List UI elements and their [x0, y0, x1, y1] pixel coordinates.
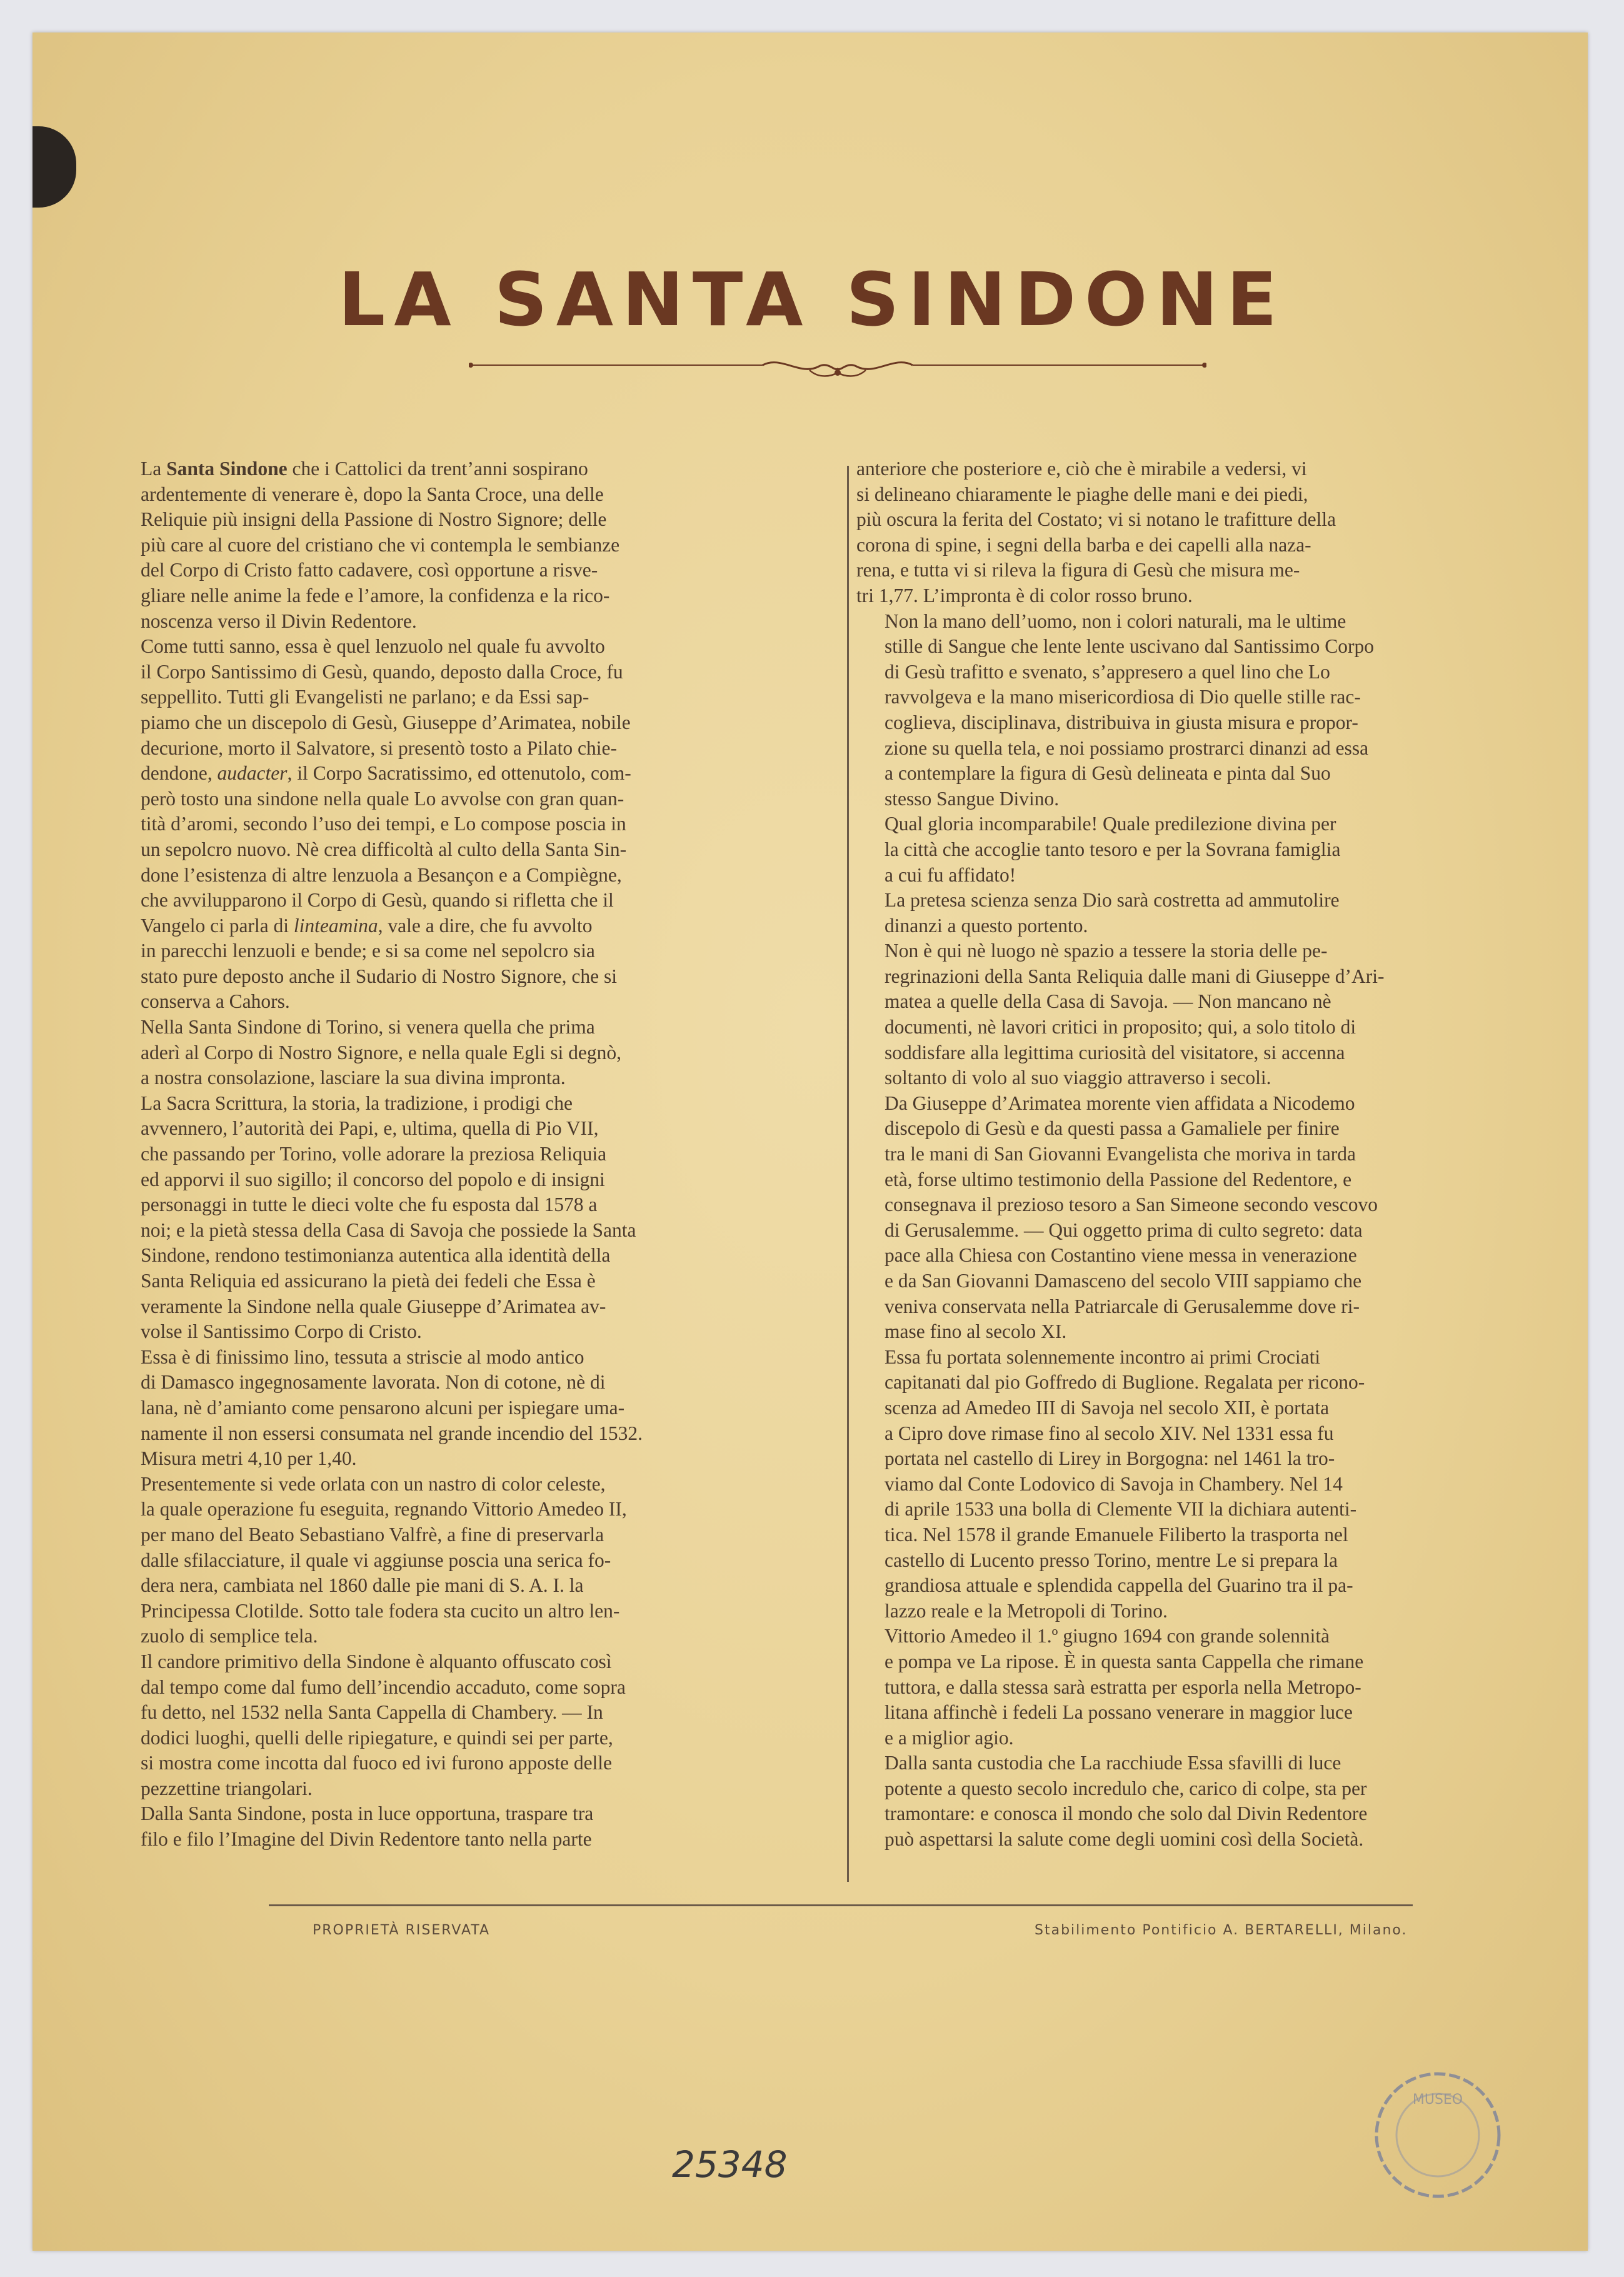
text-line: più care al cuore del cristiano che vi contempla le sembianze [141, 533, 620, 556]
text-line: viamo dal Conte Lodovico di Savoja in Chambery. Nel 14 [885, 1472, 1343, 1495]
text-line: lana, nè d’amianto come pensarono alcuni per ispiegare uma- [141, 1396, 625, 1419]
text-line: La Sacra Scrittura, la storia, la tradizione, i prodigi che [141, 1092, 573, 1114]
text-line: namente il non essersi consumata nel grande incendio del 1532. [141, 1422, 643, 1444]
text-line: ardentemente di venerare è, dopo la Santa Croce, una delle [141, 483, 604, 505]
text-line: a cui fu affidato! [885, 863, 1016, 886]
text-line: più oscura la ferita del Costato; vi si notano le trafitture della [856, 508, 1336, 531]
text-line: si mostra come incotta dal fuoco ed ivi furono apposte delle [141, 1752, 613, 1774]
title-ornament [469, 358, 1206, 383]
text-line: tra le mani di San Giovanni Evangelista che moriva in tarda [885, 1143, 1356, 1165]
text-line: filo e filo l’Imagine del Divin Redentore tanto nella parte [141, 1828, 592, 1851]
text-line: veramente la Sindone nella quale Giuseppe d’Arimatea av- [141, 1295, 606, 1317]
paragraph [113, 1649, 831, 1802]
text-line: personaggi in tutte le dieci volte che fu esposta dal 1578 a [141, 1194, 598, 1216]
text-line: pezzettine triangolari. [141, 1777, 313, 1799]
text-line: in parecchi lenzuoli e bende; e si sa come nel sepolcro sia [141, 940, 595, 962]
text-line: tità d’aromi, secondo l’uso dei tempi, e Lo compose poscia in [141, 813, 626, 835]
text-line: zuolo di semplice tela. [141, 1625, 318, 1647]
paragraph [856, 938, 1575, 1091]
text-line: a contemplare la figura di Gesù delineata e pinta dal Suo [885, 762, 1331, 785]
text-line: tuttora, e dalla stessa sarà estratta per esporla nella Metropo- [885, 1676, 1361, 1698]
text-line: decurione, morto il Salvatore, si presentò tosto a Pilato chie- [141, 736, 617, 759]
text-line: Dalla Santa Sindone, posta in luce opportuna, traspare tra [141, 1802, 594, 1825]
text-line: volse il Santissimo Corpo di Cristo. [141, 1320, 422, 1343]
text-line: dal tempo come dal fumo dell’incendio accaduto, come sopra [141, 1676, 626, 1698]
text-line: stesso Sangue Divino. [885, 787, 1060, 810]
text-line: anteriore che posteriore e, ciò che è mirabile a vedersi, vi [856, 458, 1307, 480]
paragraph [856, 812, 1575, 888]
paragraph [113, 1015, 831, 1091]
text-line: ravvolgeva e la mano misericordiosa di Dio quelle stille rac- [885, 686, 1361, 708]
text-line: a Cipro dove rimase fino al secolo XIV. Nel 1331 essa fu [885, 1422, 1334, 1444]
text-line: dodici luoghi, quelli delle ripiegature, e quindi sei per parte, [141, 1726, 613, 1749]
text-line: Nella Santa Sindone di Torino, si venera quella che prima [141, 1016, 595, 1038]
paragraph [113, 634, 831, 1015]
text-line: Il candore primitivo della Sindone è alquanto offuscato così [141, 1650, 612, 1672]
text-line: Dalla santa custodia che La racchiude Essa sfavilli di luce [885, 1752, 1341, 1774]
text-line: matea a quelle della Casa di Savoja. — Non mancano nè [885, 990, 1331, 1013]
text-line: done l’esistenza di altre lenzuola a Besançon e a Compiègne, [141, 863, 622, 886]
text-line: età, forse ultimo testimonio della Passione del Redentore, e [885, 1168, 1352, 1190]
text-line: pace alla Chiesa con Costantino viene messa in venerazione [885, 1244, 1357, 1267]
text-line: Misura metri 4,10 per 1,40. [141, 1447, 357, 1470]
text-line: Da Giuseppe d’Arimatea morente vien affidata a Nicodemo [885, 1092, 1355, 1114]
text-line: di Gesù trafitto e svenato, s’appresero a quel lino che Lo [885, 660, 1330, 683]
text-column-left [113, 456, 831, 1888]
text-line: Non la mano dell’uomo, non i colori naturali, ma le ultime [885, 610, 1346, 632]
column-divider [847, 466, 849, 1882]
footer-rule [269, 1904, 1413, 1906]
stamp-text: MUSEO [1412, 2092, 1463, 2108]
paragraph [113, 1091, 831, 1345]
museum-stamp [1372, 2069, 1503, 2201]
text-line: ed apporvi il suo sigillo; il concorso del popolo e di insigni [141, 1168, 605, 1190]
text-line: Reliquie più insigni della Passione di Nostro Signore; delle [141, 508, 607, 531]
text-column-right [856, 456, 1575, 1888]
footer-rights: PROPRIETÀ RISERVATA [313, 1923, 491, 1938]
text-line: aderì al Corpo di Nostro Signore, e nella quale Egli si degnò, [141, 1041, 621, 1063]
text-line: però tosto una sindone nella quale Lo avvolse con gran quan- [141, 787, 624, 810]
text-line: Vittorio Amedeo il 1.º giugno 1694 con grande solennità [885, 1625, 1330, 1647]
text-line: del Corpo di Cristo fatto cadavere, così opportune a risve- [141, 559, 598, 581]
text-line: di Damasco ingegnosamente lavorata. Non di cotone, nè di [141, 1371, 606, 1394]
paragraph [856, 1624, 1575, 1751]
text-line: Come tutti sanno, essa è quel lenzuolo nel quale fu avvolto [141, 635, 605, 658]
paragraph [856, 456, 1575, 609]
text-line: noi; e la pietà stessa della Casa di Savoja che possiede la Santa [141, 1219, 636, 1241]
text-line: dalle sfilacciature, il quale vi aggiunse poscia una serica fo- [141, 1549, 611, 1571]
text-line: Non è qui nè luogo nè spazio a tessere la storia delle pe- [885, 940, 1328, 962]
text-line: un sepolcro nuovo. Nè crea difficoltà al culto della Santa Sin- [141, 838, 627, 860]
text-line: la città che accoglie tanto tesoro e per la Sovrana famiglia [885, 838, 1341, 860]
text-line: lazzo reale e la Metropoli di Torino. [885, 1599, 1168, 1622]
text-line: noscenza verso il Divin Redentore. [141, 610, 417, 632]
text-line: Santa Reliquia ed assicurano la pietà dei fedeli che Essa è [141, 1270, 596, 1292]
text-line: stato pure deposto anche il Sudario di Nostro Signore, che si [141, 965, 617, 987]
text-line: litana affinchè i fedeli La possano venerare in maggior luce [885, 1701, 1353, 1724]
text-line: capitanati dal pio Goffredo di Buglione. Regalata per ricono- [885, 1371, 1365, 1394]
text-line: potente a questo secolo incredulo che, carico di colpe, sta per [885, 1777, 1367, 1799]
text-line: discepolo di Gesù e da questi passa a Gamaliele per finire [885, 1117, 1340, 1140]
text-line: castello di Lucento presso Torino, mentre Le si prepara la [885, 1549, 1338, 1571]
text-line: La Santa Sindone che i Cattolici da trent’anni sospirano [141, 458, 588, 480]
text-line: consegnava il prezioso tesoro a San Simeone secondo vescovo [885, 1194, 1378, 1216]
text-line: tica. Nel 1578 il grande Emanuele Filiberto la trasporta nel [885, 1523, 1348, 1546]
text-line: tramontare: e conosca il mondo che solo dal Divin Redentore [885, 1802, 1368, 1825]
text-line: corona di spine, i segni della barba e dei capelli alla naza- [856, 533, 1311, 556]
text-line: soltanto di volo al suo viaggio attraverso i secoli. [885, 1067, 1271, 1089]
text-line: e da San Giovanni Damasceno del secolo VIII sappiamo che [885, 1270, 1362, 1292]
paragraph [856, 1345, 1575, 1624]
text-line: Presentemente si vede orlata con un nastro di color celeste, [141, 1472, 606, 1495]
text-line: zione su quella tela, e noi possiamo prostrarci dinanzi ad essa [885, 736, 1369, 759]
text-line: scenza ad Amedeo III di Savoja nel secolo XII, è portata [885, 1396, 1330, 1419]
text-line: documenti, nè lavori critici in proposito; qui, a solo titolo di [885, 1016, 1356, 1038]
paragraph [856, 888, 1575, 938]
paragraph [856, 1751, 1575, 1852]
paragraph [113, 1801, 831, 1852]
text-line: di Gerusalemme. — Qui oggetto prima di culto segreto: data [885, 1219, 1363, 1241]
text-line: grandiosa attuale e splendida cappella del Guarino tra il pa- [885, 1574, 1353, 1597]
paragraph [856, 609, 1575, 812]
text-line: e a miglior agio. [885, 1726, 1014, 1749]
document-title: LA SANTA SINDONE [338, 256, 1286, 343]
text-line: a nostra consolazione, lasciare la sua divina impronta. [141, 1067, 566, 1089]
text-line: portata nel castello di Lirey in Borgogna: nel 1461 la tro- [885, 1447, 1335, 1470]
text-line: veniva conservata nella Patriarcale di Gerusalemme dove ri- [885, 1295, 1360, 1317]
paragraph [113, 456, 831, 634]
text-line: per mano del Beato Sebastiano Valfrè, a fine di preservarla [141, 1523, 604, 1546]
text-line: si delineano chiaramente le piaghe delle mani e dei piedi, [856, 483, 1308, 505]
text-line: seppellito. Tutti gli Evangelisti ne parlano; e da Essi sap- [141, 686, 589, 708]
paragraph [113, 1472, 831, 1649]
text-line: tri 1,77. L’impronta è di color rosso bruno. [856, 584, 1193, 606]
inventory-number: 25348 [672, 2143, 788, 2186]
text-line: il Corpo Santissimo di Gesù, quando, deposto dalla Croce, fu [141, 660, 623, 683]
text-line: stille di Sangue che lente lente uscivano dal Santissimo Corpo [885, 635, 1374, 658]
text-line: Sindone, rendono testimonianza autentica alla identità della [141, 1244, 611, 1267]
text-line: di aprile 1533 una bolla di Clemente VII la dichiara autenti- [885, 1498, 1357, 1521]
text-line: che avvilupparono il Corpo di Gesù, quando si rifletta che il [141, 889, 614, 912]
text-line: regrinazioni della Santa Reliquia dalle mani di Giuseppe d’Ari- [885, 965, 1385, 987]
text-line: fu detto, nel 1532 nella Santa Cappella di Chambery. — In [141, 1701, 603, 1724]
text-line: avvennero, l’autorità dei Papi, e, ultima, quella di Pio VII, [141, 1117, 599, 1140]
binding-clip [33, 126, 76, 208]
text-line: Qual gloria incomparabile! Quale predilezione divina per [885, 813, 1336, 835]
text-line: conserva a Cahors. [141, 990, 290, 1013]
text-line: coglieva, disciplinava, distribuiva in giusta misura e propor- [885, 711, 1358, 733]
text-line: dendone, audacter, il Corpo Sacratissimo, ed ottenutolo, com- [141, 762, 631, 785]
text-line: Essa è di finissimo lino, tessuta a striscie al modo antico [141, 1345, 584, 1368]
text-line: rena, e tutta vi si rileva la figura di Gesù che misura me- [856, 559, 1300, 581]
paragraph [856, 1091, 1575, 1345]
text-line: gliare nelle anime la fede e l’amore, la confidenza e la rico- [141, 584, 610, 606]
text-line: piamo che un discepolo di Gesù, Giuseppe d’Arimatea, nobile [141, 711, 631, 733]
text-line: Essa fu portata solennemente incontro ai primi Crociati [885, 1345, 1321, 1368]
text-line: e pompa ve La ripose. È in questa santa Cappella che rimane [885, 1650, 1364, 1672]
text-line: mase fino al secolo XI. [885, 1320, 1067, 1343]
text-line: soddisfare alla legittima curiosità del visitatore, si accenna [885, 1041, 1345, 1063]
text-line: Vangelo ci parla di linteamina, vale a dire, che fu avvolto [141, 914, 593, 937]
text-line: che passando per Torino, volle adorare la preziosa Reliquia [141, 1143, 607, 1165]
text-line: Principessa Clotilde. Sotto tale fodera sta cucito un altro len- [141, 1599, 620, 1622]
text-line: dera nera, cambiata nel 1860 dalle pie mani di S. A. I. la [141, 1574, 584, 1597]
text-line: La pretesa scienza senza Dio sarà costretta ad ammutolire [885, 889, 1340, 912]
text-line: la quale operazione fu eseguita, regnando Vittorio Amedeo II, [141, 1498, 627, 1521]
text-line: dinanzi a questo portento. [885, 914, 1088, 937]
footer-printer: Stabilimento Pontificio A. BERTARELLI, Milano. [1035, 1923, 1408, 1938]
text-line: può aspettarsi la salute come degli uomini così della Società. [885, 1828, 1364, 1851]
paragraph [113, 1345, 831, 1472]
